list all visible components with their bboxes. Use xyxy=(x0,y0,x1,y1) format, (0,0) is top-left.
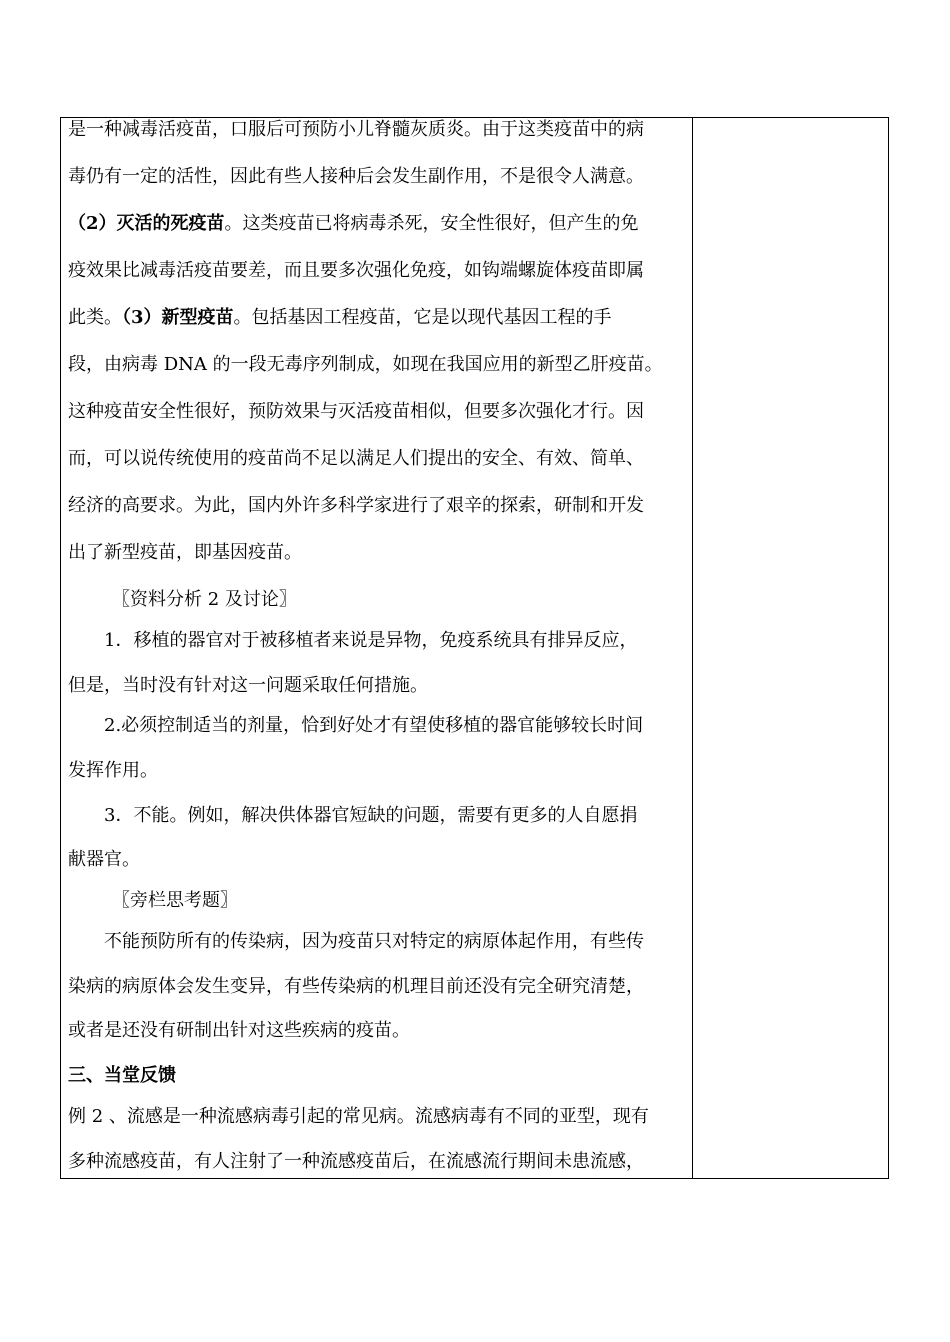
text-line: 毒仍有一定的活性，因此有些人接种后会发生副作用，不是很令人满意。 xyxy=(68,166,644,187)
text-span: 。包括基因工程疫苗，它是以现代基因工程的手 xyxy=(233,307,612,328)
text-line: 献器官。 xyxy=(68,849,140,870)
heading-inactivated-vaccine: （2）灭活的死疫苗 xyxy=(68,213,225,234)
text-line: 疫效果比减毒活疫苗要差，而且要多次强化免疫，如钩端螺旋体疫苗即属 xyxy=(68,260,644,281)
section-label-analysis: 〖资料分析 2 及讨论〗 xyxy=(112,589,297,610)
section-heading-feedback: 三、当堂反馈 xyxy=(68,1065,176,1086)
text-line: 是一种减毒活疫苗，口服后可预防小儿脊髓灰质炎。由于这类疫苗中的病 xyxy=(68,119,644,140)
text-line xyxy=(68,212,639,236)
text-line: 这种疫苗安全性很好，预防效果与灭活疫苗相似，但要多次强化才行。因 xyxy=(68,401,644,422)
text-line xyxy=(68,306,612,330)
text-line: 2.必须控制适当的剂量，恰到好处才有望使移植的器官能够较长时间 xyxy=(104,715,644,736)
text-line: 经济的高要求。为此，国内外许多科学家进行了艰辛的探索，研制和开发 xyxy=(68,495,644,516)
heading-new-vaccine: （3）新型疫苗 xyxy=(122,307,234,328)
text-span: 。这类疫苗已将病毒杀死，安全性很好，但产生的免 xyxy=(224,213,639,234)
text-line: 但是，当时没有针对这一问题采取任何措施。 xyxy=(68,675,428,696)
text-line: 例 2 、流感是一种流感病毒引起的常见病。流感病毒有不同的亚型，现有 xyxy=(68,1106,649,1127)
text-line: 多种流感疫苗，有人注射了一种流感疫苗后，在流感流行期间未患流感， xyxy=(68,1151,644,1172)
text-line: 而，可以说传统使用的疫苗尚不足以满足人们提出的安全、有效、简单、 xyxy=(68,448,644,469)
text-line: 或者是还没有研制出针对这些疾病的疫苗。 xyxy=(68,1020,410,1041)
text-span: 此类。 xyxy=(68,307,122,328)
text-line: 发挥作用。 xyxy=(68,760,158,781)
text-line: 段，由病毒 DNA 的一段无毒序列制成，如现在我国应用的新型乙肝疫苗。 xyxy=(68,354,663,375)
text-line: 3．不能。例如，解决供体器官短缺的问题，需要有更多的人自愿捐 xyxy=(104,805,638,826)
text-line: 不能预防所有的传染病，因为疫苗只对特定的病原体起作用，有些传 xyxy=(104,931,644,952)
table-column-divider xyxy=(692,117,693,1179)
text-line: 出了新型疫苗，即基因疫苗。 xyxy=(68,542,302,563)
text-line: 染病的病原体会发生变异，有些传染病的机理目前还没有完全研究清楚， xyxy=(68,976,644,997)
text-line: 1．移植的器官对于被移植者来说是异物，免疫系统具有排异反应， xyxy=(104,630,638,651)
section-label-sidebar: 〖旁栏思考题〗 xyxy=(112,890,238,911)
